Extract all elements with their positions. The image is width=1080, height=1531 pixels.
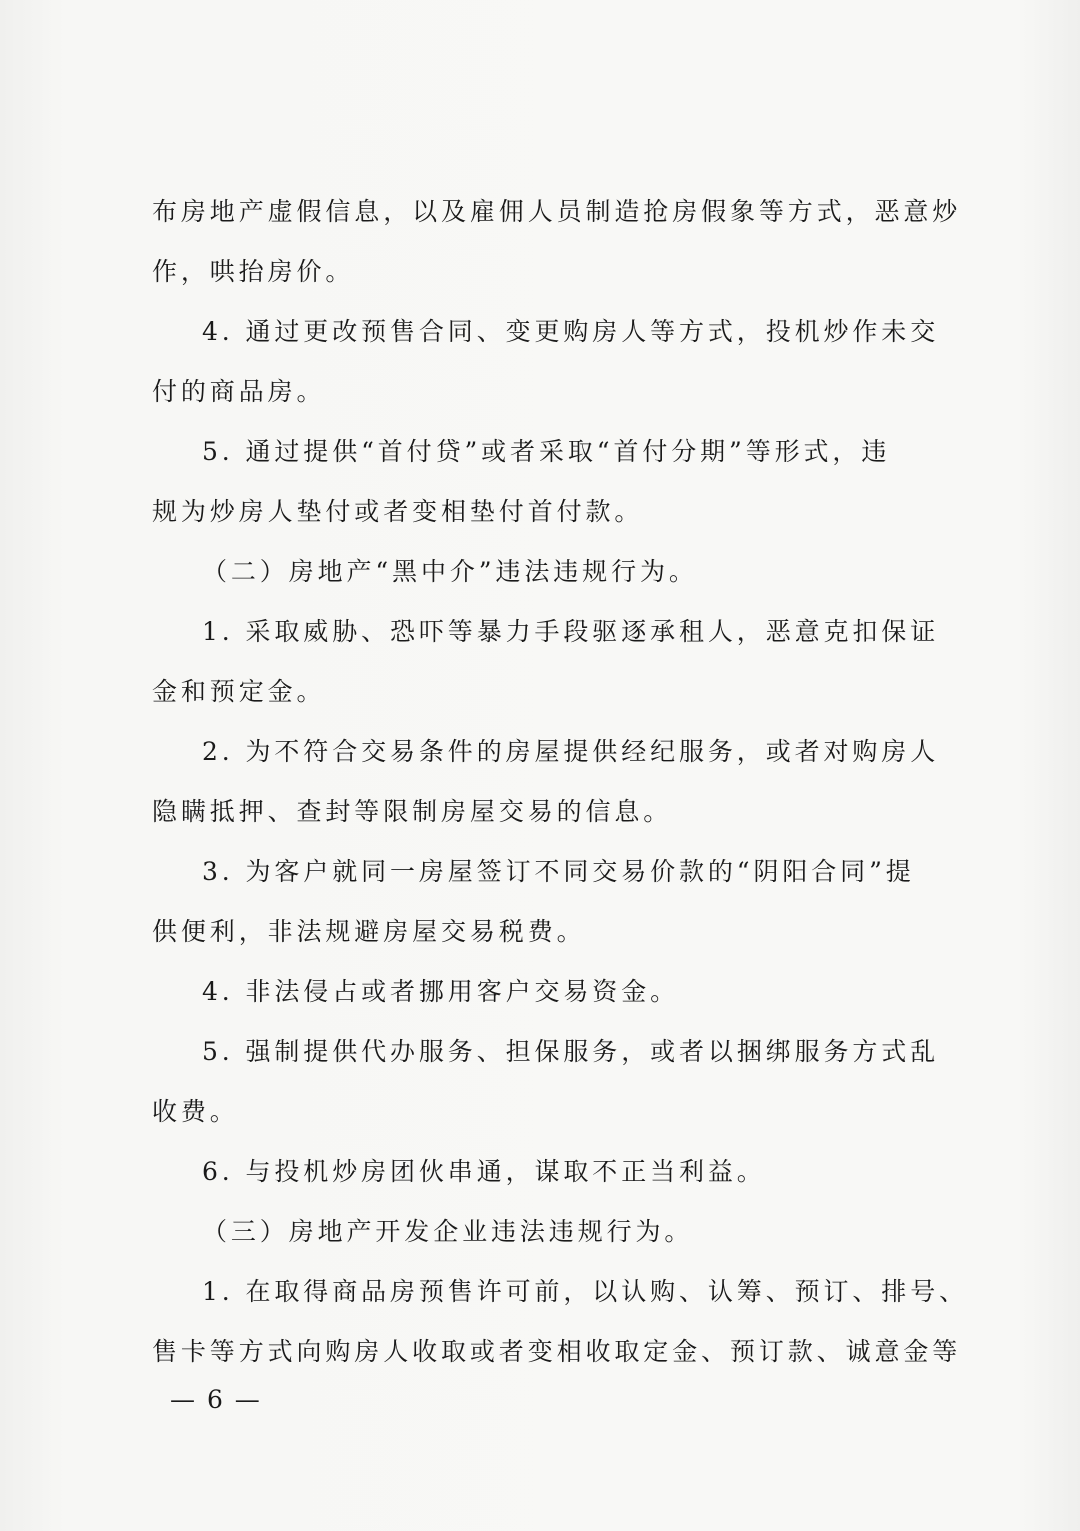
- section-heading-3: （三）房地产开发企业违法违规行为。: [202, 1217, 694, 1246]
- text-line-13: 供便利，非法规避房屋交易税费。: [152, 917, 586, 946]
- text-line-4: 付的商品房。: [152, 377, 326, 406]
- text-line-9: 金和预定金。: [152, 677, 326, 706]
- text-line-2: 作，哄抬房价。: [152, 257, 355, 286]
- text-line-15: 5. 强制提供代办服务、担保服务，或者以捆绑服务方式乱: [202, 1037, 940, 1066]
- text-line-8: 1. 采取威胁、恐吓等暴力手段驱逐承租人，恶意克扣保证: [202, 617, 940, 646]
- text-line-5: 5. 通过提供“首付贷”或者采取“首付分期”等形式，违: [202, 437, 891, 466]
- text-line-10: 2. 为不符合交易条件的房屋提供经纪服务，或者对购房人: [202, 737, 940, 766]
- body-text: [152, 182, 969, 1382]
- text-line-16: 收费。: [152, 1097, 239, 1126]
- page-number: — 6 —: [170, 1385, 262, 1414]
- text-line-3: 4. 通过更改预售合同、变更购房人等方式，投机炒作未交: [202, 317, 940, 346]
- text-line-1: 布房地产虚假信息，以及雇佣人员制造抢房假象等方式，恶意炒: [152, 197, 962, 226]
- text-line-20: 售卡等方式向购房人收取或者变相收取定金、预订款、诚意金等: [152, 1337, 962, 1366]
- text-line-12: 3. 为客户就同一房屋签订不同交易价款的“阴阳合同”提: [202, 857, 915, 886]
- text-line-6: 规为炒房人垫付或者变相垫付首付款。: [152, 497, 644, 526]
- text-line-14: 4. 非法侵占或者挪用客户交易资金。: [202, 977, 680, 1006]
- text-line-11: 隐瞒抵押、查封等限制房屋交易的信息。: [152, 797, 673, 826]
- section-heading-2: （二）房地产“黑中介”违法违规行为。: [202, 557, 698, 586]
- text-line-19: 1. 在取得商品房预售许可前，以认购、认筹、预订、排号、: [202, 1277, 969, 1306]
- text-line-17: 6. 与投机炒房团伙串通，谋取不正当利益。: [202, 1157, 766, 1186]
